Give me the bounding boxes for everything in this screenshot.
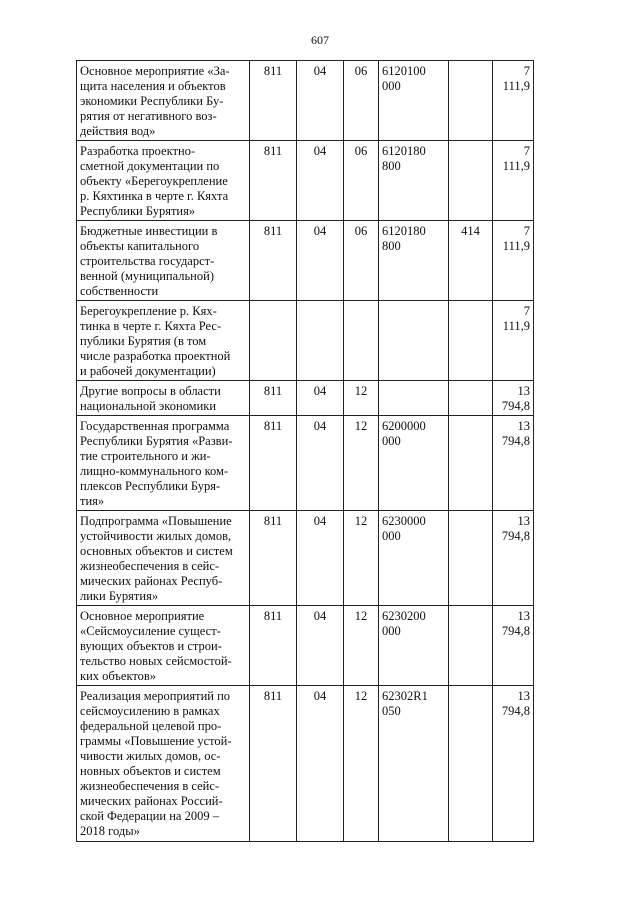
subsection-code: 12 — [344, 686, 379, 842]
target-article-text: 6120180 800 — [382, 224, 426, 253]
amount: 7 111,9 — [493, 301, 534, 381]
expense-type-code — [449, 61, 493, 141]
table-row — [77, 61, 534, 141]
amount: 7 111,9 — [493, 141, 534, 221]
section-code: 04 — [297, 686, 344, 842]
target-article-text: 6120180 800 — [382, 144, 426, 173]
row-name-text: Государственная программа Республики Бурятия «Разви- тие строительного и жи- лищно-коммунального ком- плексов Республики Буря- тия» — [80, 419, 233, 508]
amount: 13 794,8 — [493, 381, 534, 416]
ved-code: 811 — [250, 221, 297, 301]
row-name-text: Основное мероприятие «За- щита населения и объектов экономики Республики Бу- рятия от негативного воз- действия вод» — [80, 64, 230, 138]
row-name — [77, 141, 250, 221]
table-row — [77, 686, 534, 842]
page-number: 607 — [311, 33, 329, 47]
row-name-text: Основное мероприятие «Сейсмоусиление сущест- вующих объектов и строи- тельство новых сейсмостой- ких объектов» — [80, 609, 232, 683]
table-row — [77, 511, 534, 606]
expense-type-code — [449, 416, 493, 511]
expense-type-code — [449, 511, 493, 606]
target-article-code — [379, 381, 449, 416]
ved-code: 811 — [250, 511, 297, 606]
subsection-code: 06 — [344, 141, 379, 221]
row-name-text: Реализация мероприятий по сейсмоусилению в рамках федеральной целевой про- граммы «Повышение устой- чивости жилых домов, ос- новных объектов и систем жизнеобеспечения в сейс- мических районах Россий- ской Федерации на 2009 – 2018 годы» — [80, 689, 232, 838]
row-name — [77, 686, 250, 842]
section-code — [297, 301, 344, 381]
ved-code: 811 — [250, 381, 297, 416]
section-code: 04 — [297, 381, 344, 416]
table-row — [77, 606, 534, 686]
subsection-code: 12 — [344, 416, 379, 511]
target-article-code — [379, 301, 449, 381]
expense-type-code — [449, 381, 493, 416]
target-article-text: 6230200 000 — [382, 609, 426, 638]
amount: 7 111,9 — [493, 221, 534, 301]
row-name — [77, 511, 250, 606]
section-code: 04 — [297, 416, 344, 511]
row-name — [77, 381, 250, 416]
section-code: 04 — [297, 141, 344, 221]
subsection-code: 06 — [344, 221, 379, 301]
amount: 7 111,9 — [493, 61, 534, 141]
target-article-code — [379, 61, 449, 141]
amount: 13 794,8 — [493, 416, 534, 511]
target-article-code — [379, 416, 449, 511]
ved-code: 811 — [250, 416, 297, 511]
section-code: 04 — [297, 606, 344, 686]
ved-code: 811 — [250, 61, 297, 141]
subsection-code — [344, 301, 379, 381]
ved-code: 811 — [250, 686, 297, 842]
row-name — [77, 61, 250, 141]
target-article-text: 6120100 000 — [382, 64, 426, 93]
table-row — [77, 416, 534, 511]
amount: 13 794,8 — [493, 686, 534, 842]
expense-type-code — [449, 606, 493, 686]
table-row — [77, 141, 534, 221]
row-name-text: Подпрограмма «Повышение устойчивости жилых домов, основных объектов и систем жизнеобеспечения в сейс- мических районах Респуб- лики Бурятия» — [80, 514, 233, 603]
amount: 13 794,8 — [493, 511, 534, 606]
section-code: 04 — [297, 61, 344, 141]
target-article-code — [379, 606, 449, 686]
ved-code — [250, 301, 297, 381]
row-name — [77, 301, 250, 381]
row-name-text: Другие вопросы в области национальной экономики — [80, 384, 221, 413]
ved-code: 811 — [250, 606, 297, 686]
section-code: 04 — [297, 511, 344, 606]
target-article-code — [379, 141, 449, 221]
budget-table — [76, 60, 534, 842]
target-article-code — [379, 686, 449, 842]
row-name-text: Бюджетные инвестиции в объекты капитального строительства государст- венной (муниципальной) собственности — [80, 224, 218, 298]
row-name — [77, 606, 250, 686]
row-name-text: Разработка проектно- сметной документации по объекту «Берегоукрепление р. Кяхтинка в черте г. Кяхта Республики Бурятия» — [80, 144, 229, 218]
row-name — [77, 221, 250, 301]
subsection-code: 12 — [344, 606, 379, 686]
subsection-code: 06 — [344, 61, 379, 141]
target-article-text: 62302R1 050 — [382, 689, 428, 718]
table-row — [77, 381, 534, 416]
row-name — [77, 416, 250, 511]
section-code: 04 — [297, 221, 344, 301]
table-row — [77, 301, 534, 381]
row-name-text: Берегоукрепление р. Кях- тинка в черте г. Кяхта Рес- публики Бурятия (в том числе разработка проектной и рабочей документации) — [80, 304, 231, 378]
target-article-code — [379, 511, 449, 606]
expense-type-code — [449, 141, 493, 221]
expense-type-code — [449, 686, 493, 842]
target-article-text: 6200000 000 — [382, 419, 426, 448]
subsection-code: 12 — [344, 381, 379, 416]
subsection-code: 12 — [344, 511, 379, 606]
expense-type-code — [449, 301, 493, 381]
ved-code: 811 — [250, 141, 297, 221]
target-article-code — [379, 221, 449, 301]
expense-type-code: 414 — [449, 221, 493, 301]
amount: 13 794,8 — [493, 606, 534, 686]
table-row — [77, 221, 534, 301]
target-article-text: 6230000 000 — [382, 514, 426, 543]
